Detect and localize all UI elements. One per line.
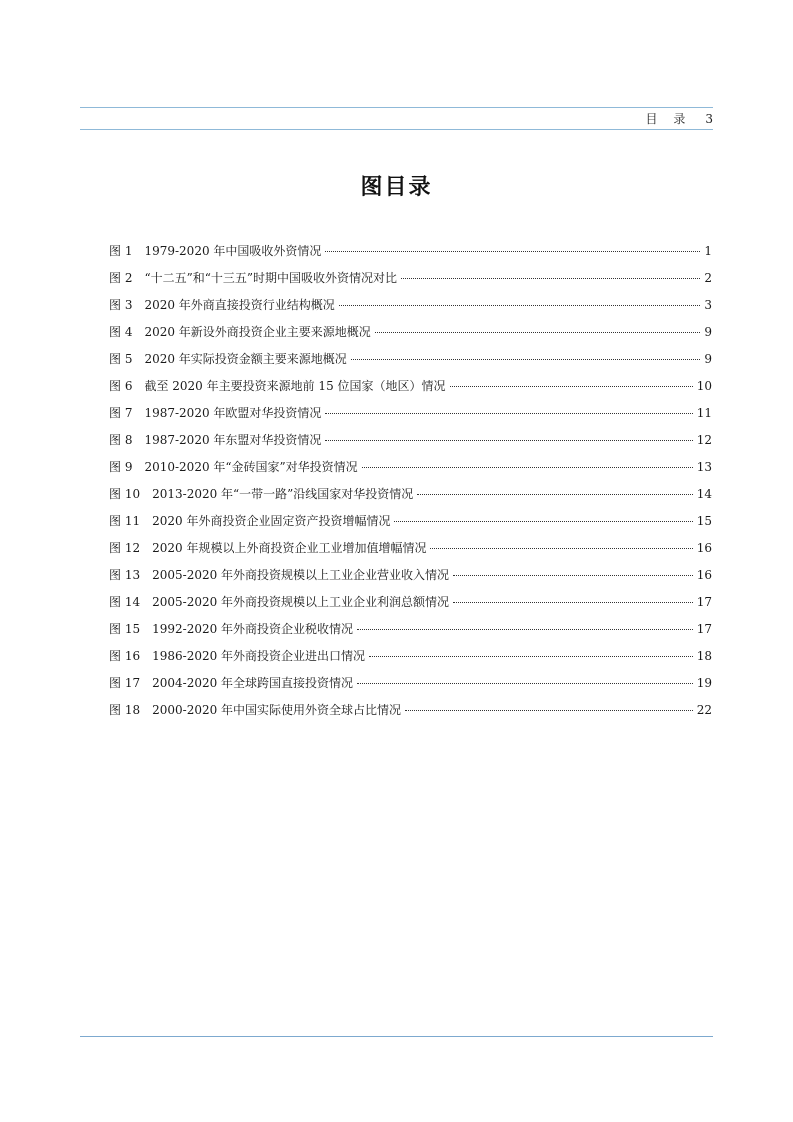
toc-entry-page-number: 11	[696, 406, 712, 420]
toc-dot-leader	[375, 332, 700, 333]
toc-entry-title: 截至 2020 年主要投资来源地前 15 位国家（地区）情况	[144, 379, 446, 393]
toc-entry-label: 图 5	[109, 352, 133, 366]
page-title: 图目录	[360, 174, 433, 200]
figure-toc-list	[109, 238, 712, 724]
toc-entry-page-number: 16	[696, 541, 712, 555]
toc-entry-label: 图 1	[109, 244, 133, 258]
toc-entry-page-number: 9	[704, 325, 712, 339]
toc-entry-page-number: 18	[696, 649, 712, 663]
toc-dot-leader	[453, 602, 693, 603]
toc-entry-page-number: 22	[696, 703, 712, 717]
toc-dot-leader	[325, 413, 692, 414]
toc-entry-label: 图 12	[109, 541, 141, 555]
header-rule-top	[80, 107, 713, 108]
toc-entry-label: 图 7	[109, 406, 133, 420]
toc-entry-title: 2020 年实际投资金额主要来源地概况	[144, 352, 347, 366]
toc-entry-page-number: 9	[704, 352, 712, 366]
footer-rule	[80, 1036, 713, 1037]
toc-dot-leader	[357, 629, 693, 630]
toc-entry-title: 1987-2020 年东盟对华投资情况	[144, 433, 322, 447]
toc-entry[interactable]	[109, 481, 712, 508]
toc-dot-leader	[357, 683, 693, 684]
toc-entry[interactable]	[109, 562, 712, 589]
toc-dot-leader	[417, 494, 692, 495]
toc-entry-title: 2020 年外商投资企业固定资产投资增幅情况	[152, 514, 391, 528]
toc-entry-title: 1992-2020 年外商投资企业税收情况	[152, 622, 354, 636]
toc-entry[interactable]	[109, 427, 712, 454]
toc-entry[interactable]	[109, 454, 712, 481]
header-rule-bottom	[80, 129, 713, 130]
toc-entry-title: “十二五”和“十三五”时期中国吸收外资情况对比	[144, 271, 397, 285]
toc-entry-page-number: 1	[704, 244, 712, 258]
toc-entry[interactable]	[109, 670, 712, 697]
toc-entry-label: 图 18	[109, 703, 141, 717]
toc-entry-title: 1986-2020 年外商投资企业进出口情况	[152, 649, 366, 663]
toc-entry-label: 图 6	[109, 379, 133, 393]
toc-entry-label: 图 8	[109, 433, 133, 447]
toc-entry-label: 图 13	[109, 568, 141, 582]
toc-entry-page-number: 13	[696, 460, 712, 474]
toc-entry-title: 2004-2020 年全球跨国直接投资情况	[152, 676, 354, 690]
toc-entry-page-number: 14	[696, 487, 712, 501]
toc-dot-leader	[339, 305, 700, 306]
toc-entry-label: 图 3	[109, 298, 133, 312]
toc-entry[interactable]	[109, 373, 712, 400]
toc-entry[interactable]	[109, 535, 712, 562]
toc-entry-title: 2000-2020 年中国实际使用外资全球占比情况	[152, 703, 402, 717]
toc-entry[interactable]	[109, 346, 712, 373]
toc-entry-label: 图 11	[109, 514, 141, 528]
toc-entry-title: 2013-2020 年“一带一路”沿线国家对华投资情况	[152, 487, 414, 501]
toc-entry-label: 图 14	[109, 595, 141, 609]
toc-entry[interactable]	[109, 265, 712, 292]
toc-entry-title: 2020 年外商直接投资行业结构概况	[144, 298, 335, 312]
toc-entry-title: 2005-2020 年外商投资规模以上工业企业营业收入情况	[152, 568, 450, 582]
toc-dot-leader	[401, 278, 700, 279]
toc-entry-label: 图 16	[109, 649, 141, 663]
toc-entry-title: 2005-2020 年外商投资规模以上工业企业利润总额情况	[152, 595, 450, 609]
toc-entry-page-number: 19	[696, 676, 712, 690]
toc-entry-title: 2020 年新设外商投资企业主要来源地概况	[144, 325, 371, 339]
toc-entry[interactable]	[109, 319, 712, 346]
toc-entry-title: 1987-2020 年欧盟对华投资情况	[144, 406, 322, 420]
toc-entry-page-number: 15	[696, 514, 712, 528]
toc-dot-leader	[362, 467, 693, 468]
toc-dot-leader	[369, 656, 693, 657]
toc-entry[interactable]	[109, 238, 712, 265]
toc-entry-label: 图 9	[109, 460, 133, 474]
toc-entry-title: 2020 年规模以上外商投资企业工业增加值增幅情况	[152, 541, 427, 555]
toc-entry-label: 图 15	[109, 622, 141, 636]
toc-entry-label: 图 10	[109, 487, 141, 501]
running-header	[646, 110, 713, 128]
toc-entry-page-number: 12	[696, 433, 712, 447]
toc-entry-page-number: 2	[704, 271, 712, 285]
toc-entry-page-number: 10	[696, 379, 712, 393]
toc-entry[interactable]	[109, 697, 712, 724]
toc-entry-title: 2010-2020 年“金砖国家”对华投资情况	[144, 460, 358, 474]
toc-entry[interactable]	[109, 616, 712, 643]
toc-entry-page-number: 17	[696, 595, 712, 609]
toc-dot-leader	[325, 251, 700, 252]
toc-dot-leader	[351, 359, 700, 360]
toc-dot-leader	[325, 440, 692, 441]
toc-entry[interactable]	[109, 508, 712, 535]
running-header-page-number: 3	[705, 112, 713, 126]
toc-dot-leader	[430, 548, 692, 549]
running-header-section: 目 录	[645, 112, 692, 126]
toc-entry-label: 图 4	[109, 325, 133, 339]
toc-entry[interactable]	[109, 292, 712, 319]
toc-dot-leader	[405, 710, 693, 711]
toc-entry[interactable]	[109, 589, 712, 616]
toc-entry-title: 1979-2020 年中国吸收外资情况	[144, 244, 322, 258]
toc-entry-page-number: 16	[696, 568, 712, 582]
toc-dot-leader	[453, 575, 693, 576]
toc-entry-label: 图 17	[109, 676, 141, 690]
toc-dot-leader	[394, 521, 692, 522]
toc-dot-leader	[450, 386, 693, 387]
toc-entry[interactable]	[109, 643, 712, 670]
toc-entry-page-number: 17	[696, 622, 712, 636]
toc-entry[interactable]	[109, 400, 712, 427]
toc-entry-page-number: 3	[704, 298, 712, 312]
toc-entry-label: 图 2	[109, 271, 133, 285]
